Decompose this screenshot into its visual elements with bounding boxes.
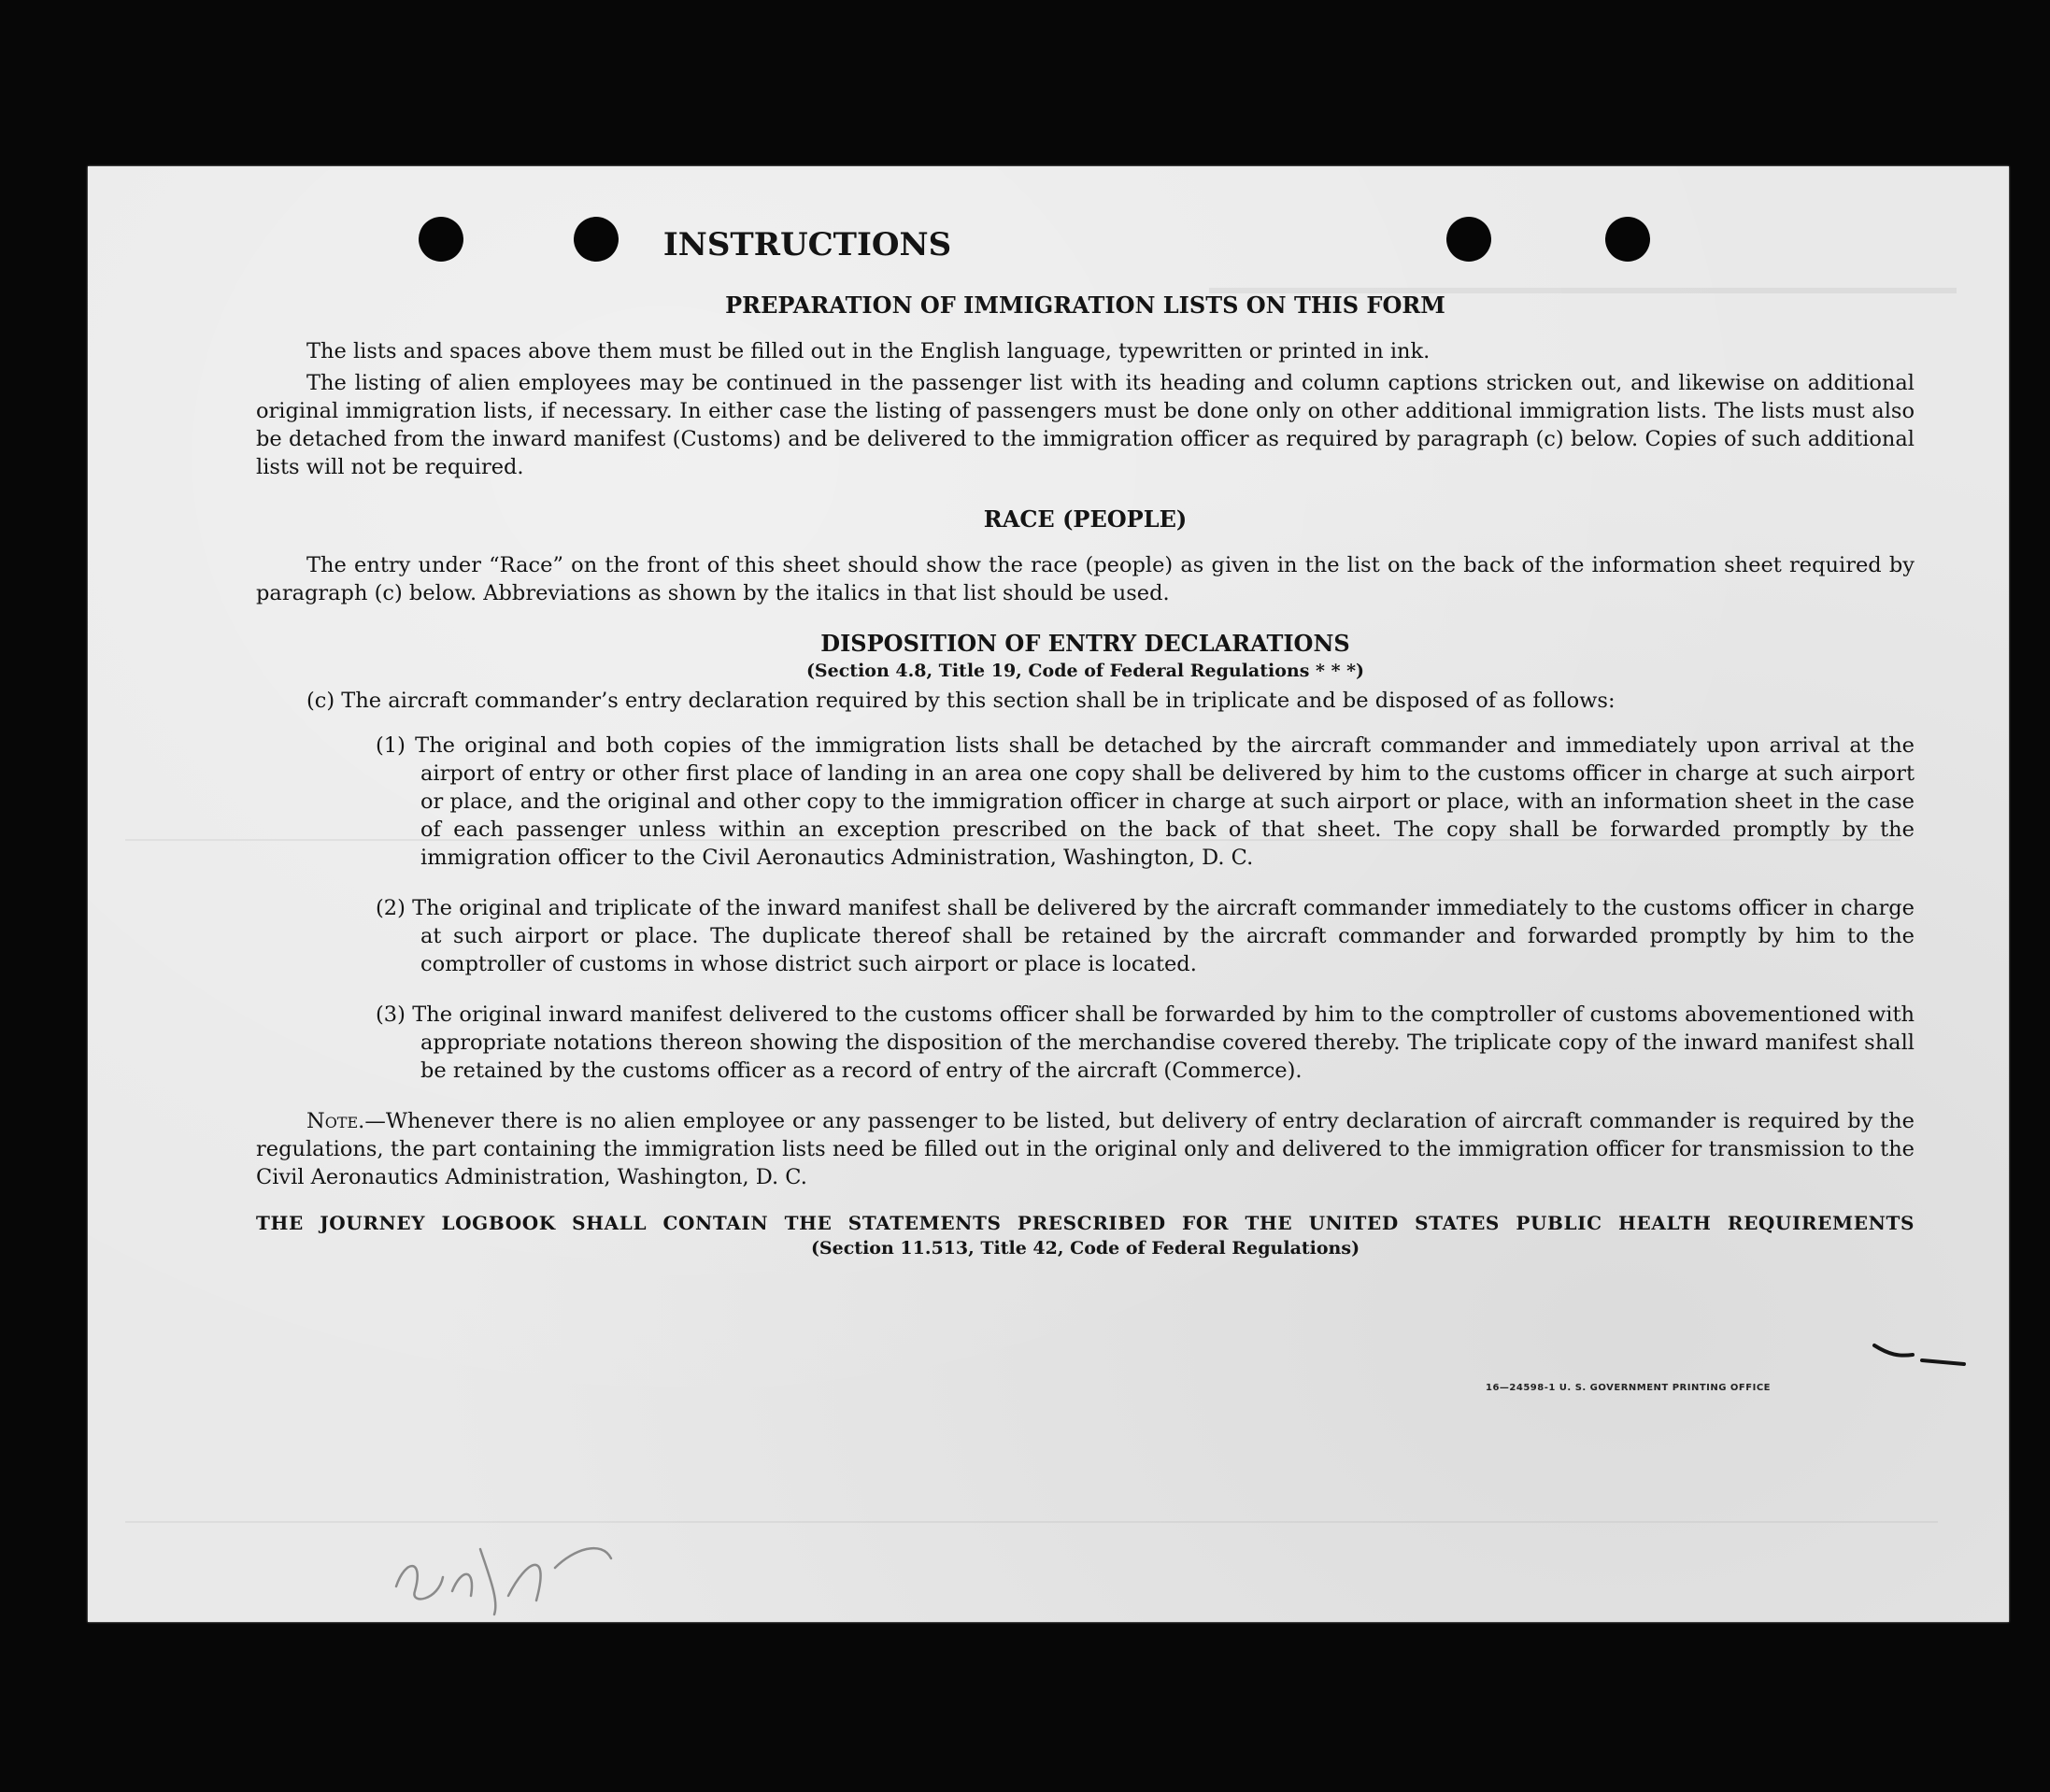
section-heading-race: RACE (PEOPLE): [983, 505, 1188, 533]
list-item: (3) The original inward manifest delivered to the customs officer shall be forwarded by him to the comptroller of customs abovementioned with appropriate notations thereon showing the disposition of the merchandise covered thereby. The triplicate copy of the inward manifest shall be retained by the customs officer as a record of entry of the aircraft (Commerce).: [376, 1003, 1915, 1083]
page-title: INSTRUCTIONS: [662, 226, 952, 263]
section-heading-preparation: PREPARATION OF IMMIGRATION LISTS ON THIS FORM: [725, 292, 1445, 319]
printer-imprint: 16—24598-1 U. S. GOVERNMENT PRINTING OFFICE: [1486, 1383, 1771, 1393]
note-paragraph: [256, 1107, 1915, 1191]
health-citation: (Section 11.513, Title 42, Code of Federal Regulations): [810, 1238, 1360, 1259]
section-citation: (Section 4.8, Title 19, Code of Federal Regulations * * *): [805, 661, 1365, 681]
document-sheet: [88, 166, 2009, 1622]
instructions-content: [256, 226, 1915, 1259]
clause-c: (c) The aircraft commander’s entry declaration required by this section shall be in triplicate and be disposed of as follows:: [306, 689, 1616, 713]
list-item: (1) The original and both copies of the immigration lists shall be detached by the aircraft commander and immediately upon arrival at the airport of entry or other first place of landing in an area one copy shall be delivered by him to the customs officer in charge at such airport or place, and the original and other copy to the immigration officer in charge at such airport or place, with an information sheet in the case of each passenger unless within an exception prescribed on the back of that sheet. The copy shall be forwarded promptly by the immigration officer to the Civil Aeronautics Administration, Washington, D. C.: [376, 733, 1915, 870]
paragraph: The entry under “Race” on the front of this sheet should show the race (people) as given in the list on the back of the information sheet required by paragraph (c) below. Abbreviations as shown by the italics in that list should be used.: [256, 553, 1915, 605]
paragraph: The lists and spaces above them must be filled out in the English language, typewritten or printed in ink.: [306, 339, 1431, 363]
section-heading-disposition: DISPOSITION OF ENTRY DECLARATIONS: [820, 630, 1350, 657]
pencil-mark-icon: [387, 1512, 723, 1624]
note-label: Note.: [306, 1109, 365, 1133]
paragraph: The listing of alien employees may be continued in the passenger list with its heading and column captions stricken out, and likewise on additional original immigration lists, if necessary. In either case the listing of passengers must be done only on other additional immigration lists. The lists must also be detached from the inward manifest (Customs) and be delivered to the immigration officer as required by paragraph (c) below. Copies of such additional lists will not be required.: [256, 371, 1915, 479]
ink-stroke-icon: [1871, 1336, 1973, 1373]
list-item: (2) The original and triplicate of the inward manifest shall be delivered by the aircraft commander immediately to the customs officer in charge at such airport or place. The duplicate thereof shall be retained by the aircraft commander and forwarded promptly by him to the comptroller of customs in whose district such airport or place is located.: [376, 896, 1915, 976]
note-text: —Whenever there is no alien employee or any passenger to be listed, but delivery of entry declaration of aircraft commander is required by the regulations, the part containing the immigration lists need be filled out in the original only and delivered to the immigration officer for transmission to the Civil Aeronautics Administration, Washington, D. C.: [256, 1109, 1915, 1189]
health-requirements-line: THE JOURNEY LOGBOOK SHALL CONTAIN THE STATEMENTS PRESCRIBED FOR THE UNITED STATES PUBLIC HEALTH REQUIREMENTS: [256, 1212, 1915, 1234]
